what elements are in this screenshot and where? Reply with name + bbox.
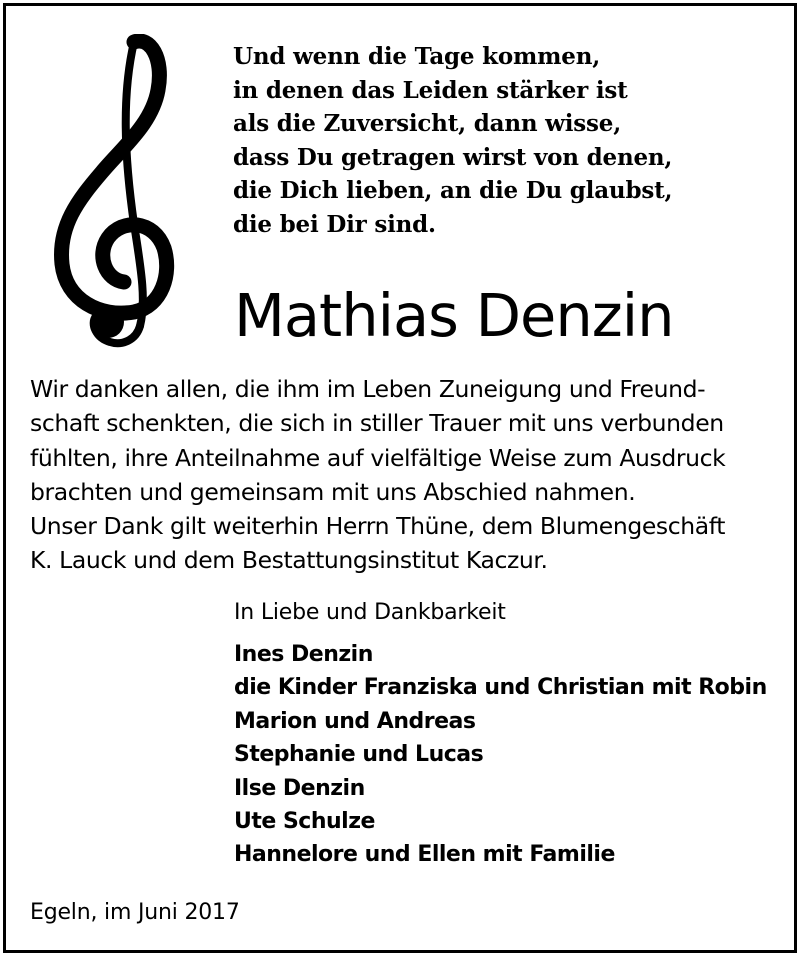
mourner-entry: Ute Schulze — [234, 809, 375, 835]
thanks-line: schaft schenkten, die sich in stiller Trauer mit uns verbunden — [30, 409, 724, 438]
mourner-entry: Ilse Denzin — [234, 775, 365, 801]
thanks-line: fühlten, ihre Anteilnahme auf vielfältige Weise zum Ausdruck — [30, 443, 726, 472]
mourner-entry: Ines Denzin — [234, 642, 373, 667]
closing-phrase: In Liebe und Dankbarkeit — [234, 600, 506, 625]
treble-clef-icon — [50, 34, 180, 354]
place-and-date: Egeln, im Juni 2017 — [30, 900, 240, 925]
poem-line: dass Du getragen wirst von denen, — [233, 143, 673, 171]
mourner-entry: Hannelore und Ellen mit Familie — [234, 842, 615, 868]
mourner-entry: Stephanie und Lucas — [234, 742, 484, 768]
poem-line: als die Zuversicht, dann wisse, — [233, 110, 622, 137]
mourners-list — [234, 638, 767, 872]
thanks-line: brachten und gemeinsam mit uns Abschied nahmen. — [30, 477, 636, 506]
poem-line: Und wenn die Tage kommen, — [233, 43, 601, 70]
thanks-paragraph — [30, 372, 725, 578]
poem-line: die bei Dir sind. — [233, 210, 436, 238]
thanks-line: K. Lauck und dem Bestattungsinstitut Kaczur. — [30, 546, 548, 575]
thanks-line: Wir danken allen, die ihm im Leben Zuneigung und Freund- — [30, 375, 706, 403]
poem-line: die Dich lieben, an die Du glaubst, — [233, 177, 673, 204]
obituary-notice — [3, 3, 797, 953]
poem-verse — [233, 40, 672, 241]
thanks-line: Unser Dank gilt weiterhin Herrn Thüne, dem Blumengeschäft — [30, 512, 726, 541]
poem-line: in denen das Leiden stärker ist — [233, 76, 628, 104]
mourner-entry: die Kinder Franziska und Christian mit Robin — [234, 675, 767, 701]
mourner-entry: Marion und Andreas — [234, 708, 476, 734]
deceased-name: Mathias Denzin — [234, 281, 674, 350]
